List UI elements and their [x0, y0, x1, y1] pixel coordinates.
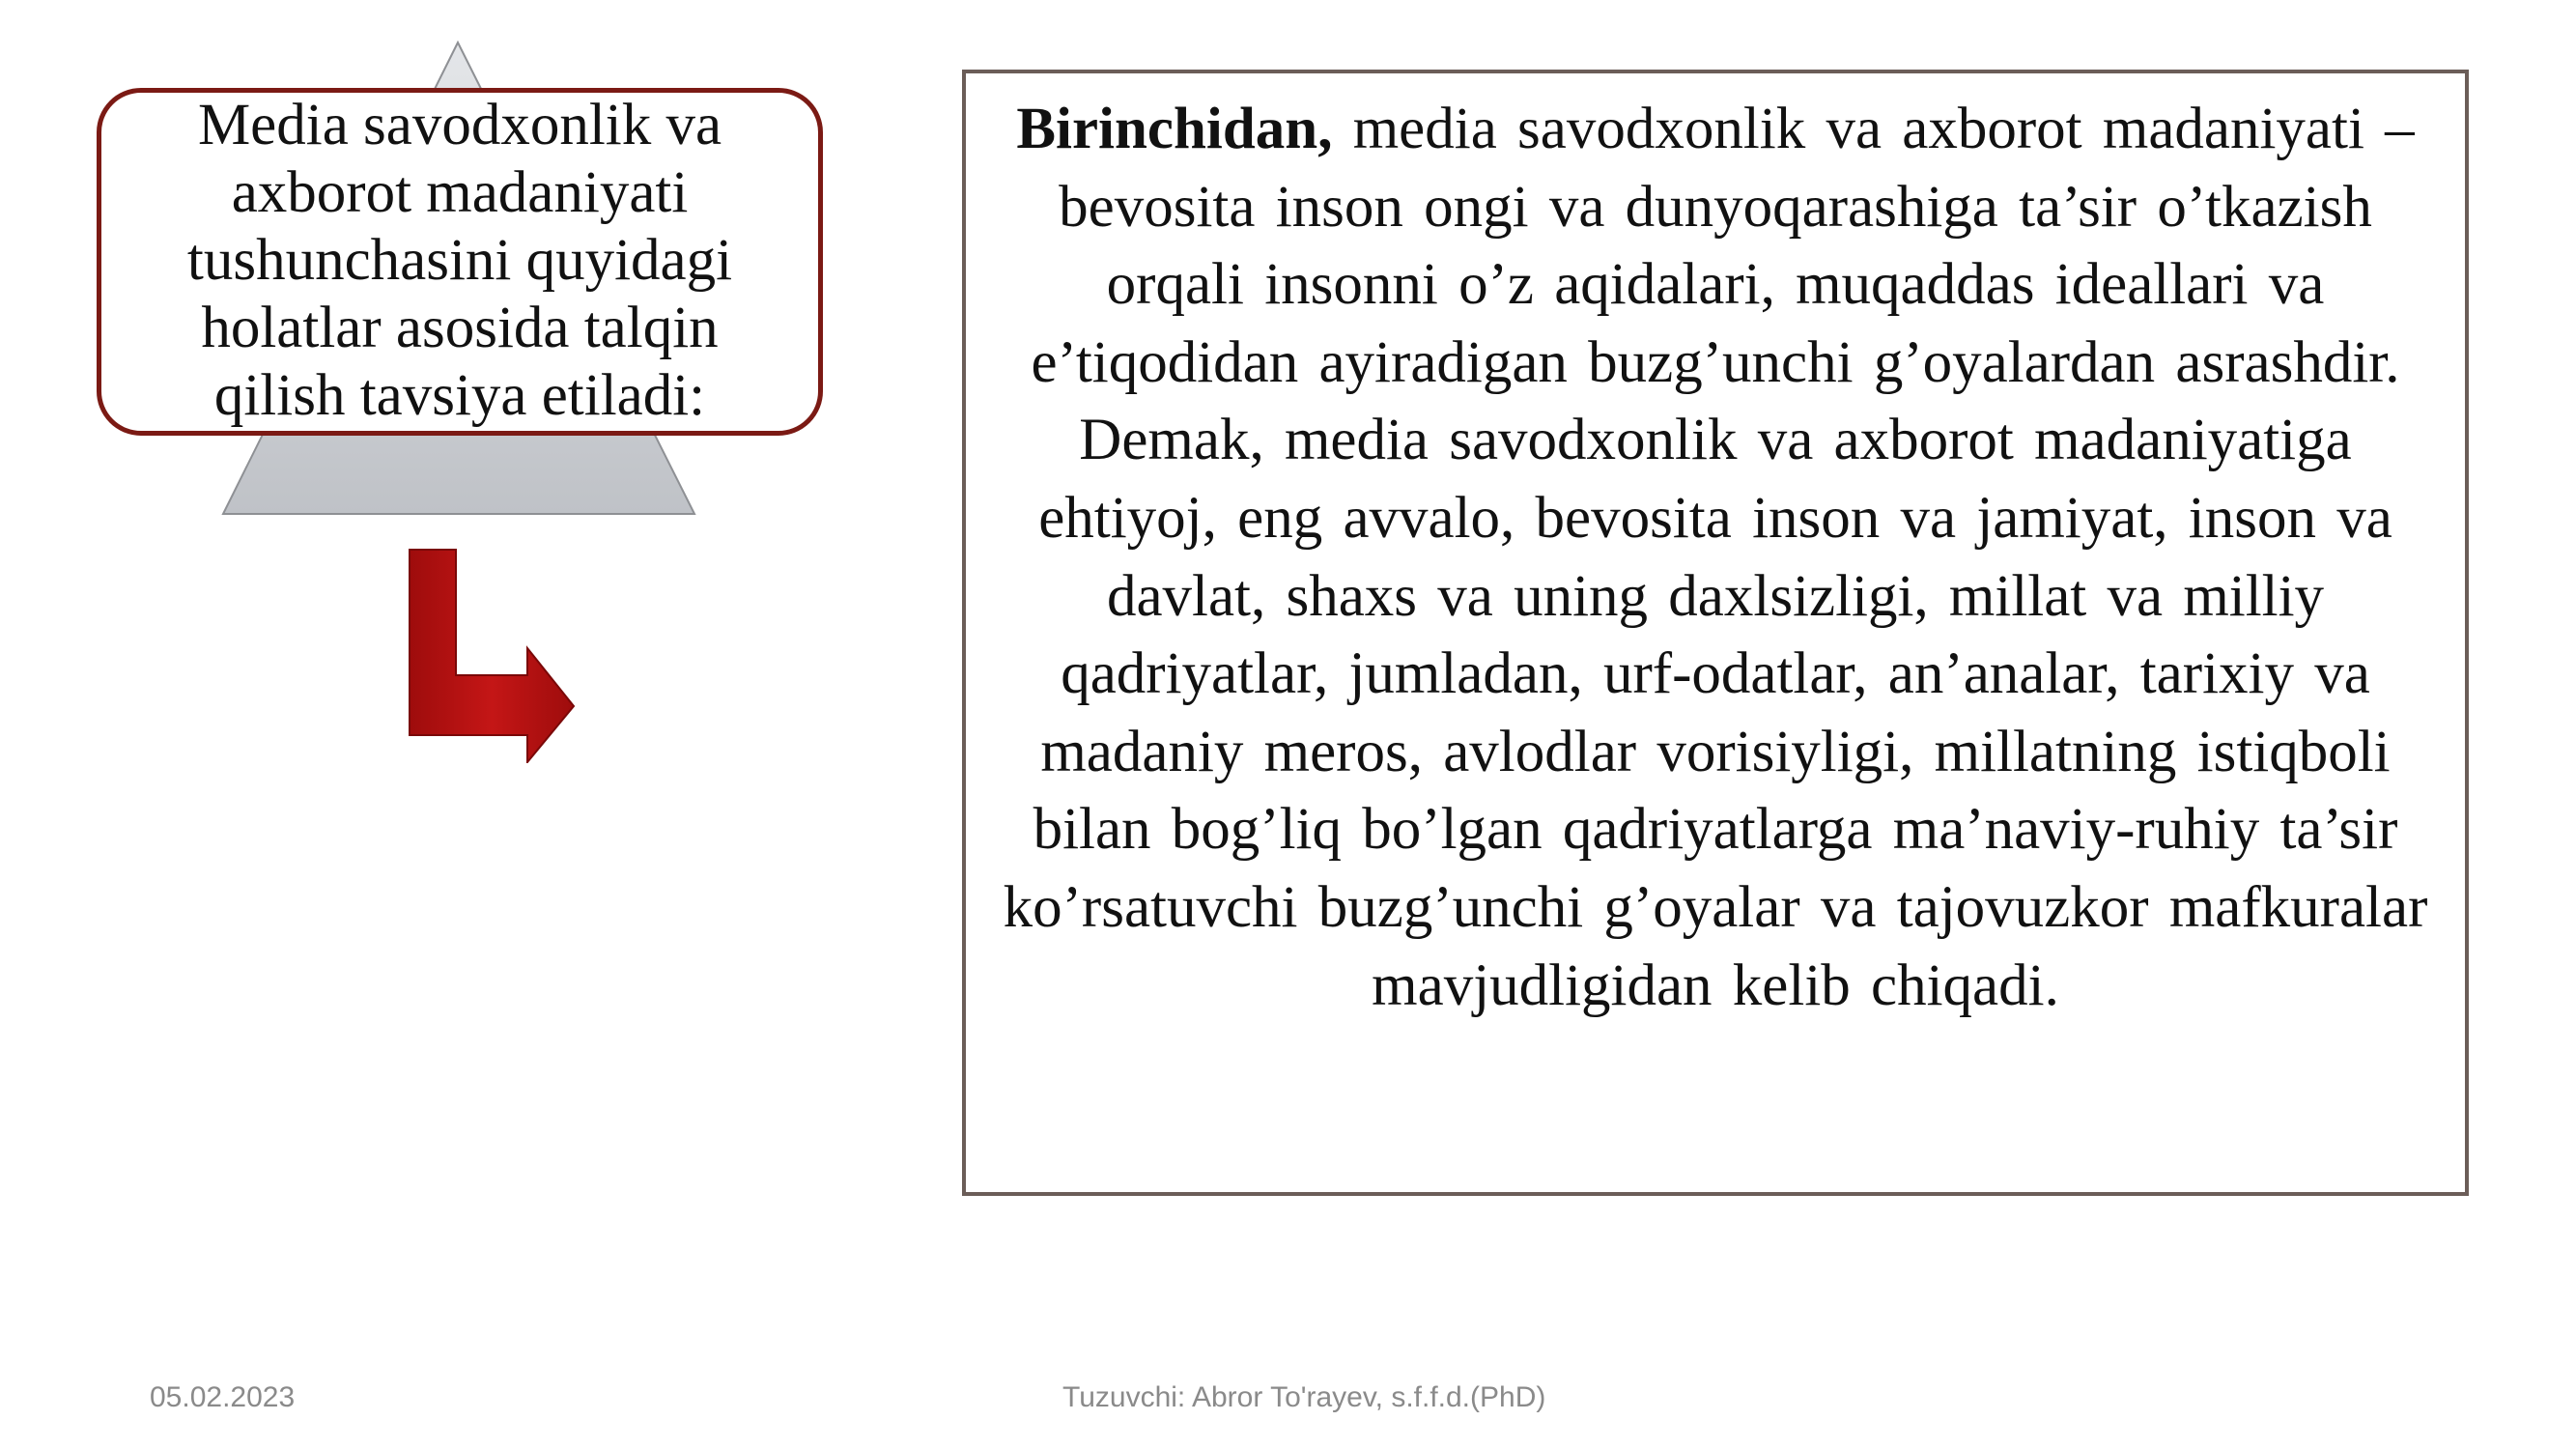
main-text-box [962, 70, 2469, 1196]
main-lead: Birinchidan, [1016, 97, 1333, 161]
callout-box [97, 88, 823, 436]
main-body: media savodxonlik va axborot madaniyati – bevosita inson ongi va dunyoqarashiga ta’sir o’tkazish orqali insonni o’z aqidalari, muqaddas ideallari va e’tiqodidan ayiradigan buzg’unchi g’oyalardan asrashdir. Demak, media savodxonlik va axborot madaniyatiga ehtiyoj, eng avvalo, bevosita inson va jamiyat, inson va davlat, shaxs va uning daxlsizligi, millat va milliy qadriyatlar, jumladan, urf-odatlar, an’analar, tarixiy va madaniy meros, avlodlar vorisiyligi, millatning istiqboli bilan bog’liq bo’lgan qadriyatlarga ma’naviy-ruhiy ta’sir ko’rsatuvchi buzg’unchi g’oyalar va tajovuzkor mafkuralar mavjudligidan kelib chiqadi. [1003, 97, 2428, 1018]
callout-text: Media savodxonlik va axborot madaniyati tushunchasini quyidagi holatlar asosida talqin qilish tavsiya etiladi: [186, 93, 733, 428]
footer-author: Tuzuvchi: Abror To'rayev, s.f.f.d.(PhD) [1062, 1381, 1546, 1413]
footer-date: 05.02.2023 [150, 1381, 296, 1413]
main-paragraph [995, 91, 2436, 1025]
bent-arrow-icon [404, 546, 578, 763]
